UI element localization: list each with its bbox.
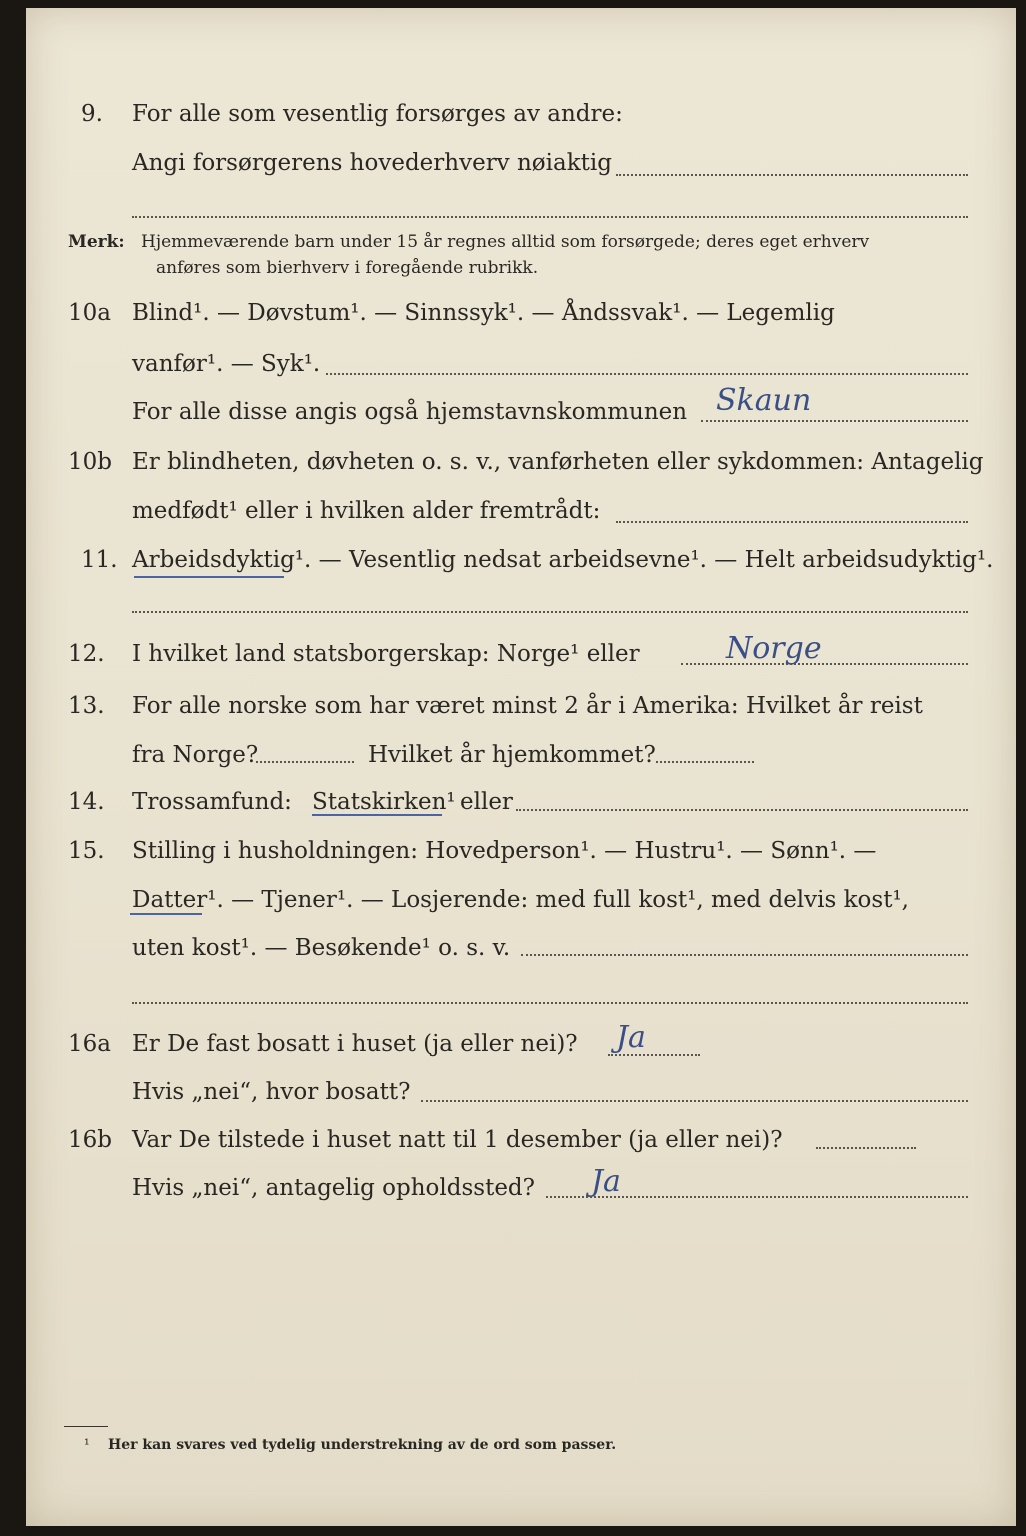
footnote-text: Her kan svares ved tydelig understrekning av de ord som passer. <box>108 1437 617 1453</box>
q10a-handwritten-answer: Skaun <box>716 383 812 418</box>
q10a-municipality-field[interactable] <box>701 420 968 422</box>
q12-handwritten-answer: Norge <box>726 631 822 666</box>
q13-year-left-field[interactable] <box>256 761 354 763</box>
merk-line1: Hjemmeværende barn under 15 år regnes alltid som forsørgede; deres eget erhverv <box>141 232 870 252</box>
q16a-residence-field[interactable] <box>421 1100 968 1102</box>
footnote-mark: ¹ <box>84 1437 90 1453</box>
q10a-number: 10a <box>68 300 111 326</box>
q16b-answer-field[interactable] <box>816 1147 916 1149</box>
q15-line1: Stilling i husholdningen: Hovedperson¹. — Hustru¹. — Sønn¹. — <box>132 838 877 864</box>
q16b-line2: Hvis „nei“, antagelig opholdssted? <box>132 1175 535 1201</box>
q16b-number: 16b <box>68 1127 112 1153</box>
q13-line1: For alle norske som har været minst 2 år i Amerika: Hvilket år reist <box>132 693 923 719</box>
q10b-number: 10b <box>68 449 112 475</box>
q9-answer-field-2[interactable] <box>132 216 968 218</box>
q13-number: 13. <box>68 693 105 719</box>
q14-label: Trossamfund: <box>132 789 292 815</box>
q16b-line1: Var De tilstede i huset natt til 1 desember (ja eller nei)? <box>132 1127 783 1153</box>
q12-number: 12. <box>68 641 105 667</box>
q15-answer-field-2[interactable] <box>132 1002 968 1004</box>
q15-number: 15. <box>68 838 105 864</box>
q10a-sick-field[interactable] <box>326 373 968 375</box>
q16a-answer-field[interactable] <box>608 1054 700 1056</box>
q14-answer-field[interactable] <box>516 809 968 811</box>
q11-underline-mark <box>134 576 284 578</box>
q14-underline-mark <box>312 814 442 816</box>
q15-line2: Datter¹. — Tjener¹. — Losjerende: med full kost¹, med delvis kost¹, <box>132 887 909 913</box>
footnote-rule <box>64 1426 108 1427</box>
q11-line1: Arbeidsdyktig¹. — Vesentlig nedsat arbeidsevne¹. — Helt arbeidsudyktig¹. <box>132 547 994 573</box>
q9-number: 9. <box>81 101 103 127</box>
q15-line3: uten kost¹. — Besøkende¹ o. s. v. <box>132 935 511 961</box>
q16b-handwritten-answer: Ja <box>591 1164 621 1199</box>
q10b-line2: medfødt¹ eller i hvilken alder fremtrådt: <box>132 498 601 524</box>
q16a-line1: Er De fast bosatt i huset (ja eller nei)? <box>132 1031 578 1057</box>
q13-line2a: fra Norge? <box>132 742 259 768</box>
q15-underline-mark <box>130 913 202 915</box>
q10a-line1: Blind¹. — Døvstum¹. — Sinnssyk¹. — Åndssvak¹. — Legemlig <box>132 300 835 326</box>
q9-answer-field[interactable] <box>616 174 968 176</box>
q10b-line1: Er blindheten, døvheten o. s. v., vanførheten eller sykdommen: Antagelig <box>132 449 984 475</box>
q13-year-returned-field[interactable] <box>656 761 754 763</box>
q10a-line2: vanfør¹. — Syk¹. <box>132 351 321 377</box>
census-form-page <box>26 8 1016 1526</box>
q14-number: 14. <box>68 789 105 815</box>
q16a-line2: Hvis „nei“, hvor bosatt? <box>132 1079 411 1105</box>
q9-line2: Angi forsørgerens hovederhverv nøiaktig <box>132 150 612 176</box>
merk-line2: anføres som bierhverv i foregående rubrikk. <box>156 258 539 278</box>
q11-answer-field[interactable] <box>132 611 968 613</box>
q12-answer-field[interactable] <box>681 663 968 665</box>
q14-statskirken: Statskirken¹ <box>312 789 456 815</box>
merk-label: Merk: <box>68 232 125 252</box>
q11-number: 11. <box>81 547 118 573</box>
q13-line2b: Hvilket år hjemkommet? <box>368 742 656 768</box>
q14-eller: eller <box>460 789 513 815</box>
q12-line1: I hvilket land statsborgerskap: Norge¹ eller <box>132 641 640 667</box>
q16b-whereabouts-field[interactable] <box>546 1196 968 1198</box>
q9-line1: For alle som vesentlig forsørges av andre: <box>132 101 623 127</box>
q10a-line3: For alle disse angis også hjemstavnskommunen <box>132 399 688 425</box>
q10b-answer-field[interactable] <box>616 521 968 523</box>
q15-answer-field[interactable] <box>521 954 968 956</box>
q16a-number: 16a <box>68 1031 111 1057</box>
q16a-handwritten-answer: Ja <box>616 1020 646 1055</box>
